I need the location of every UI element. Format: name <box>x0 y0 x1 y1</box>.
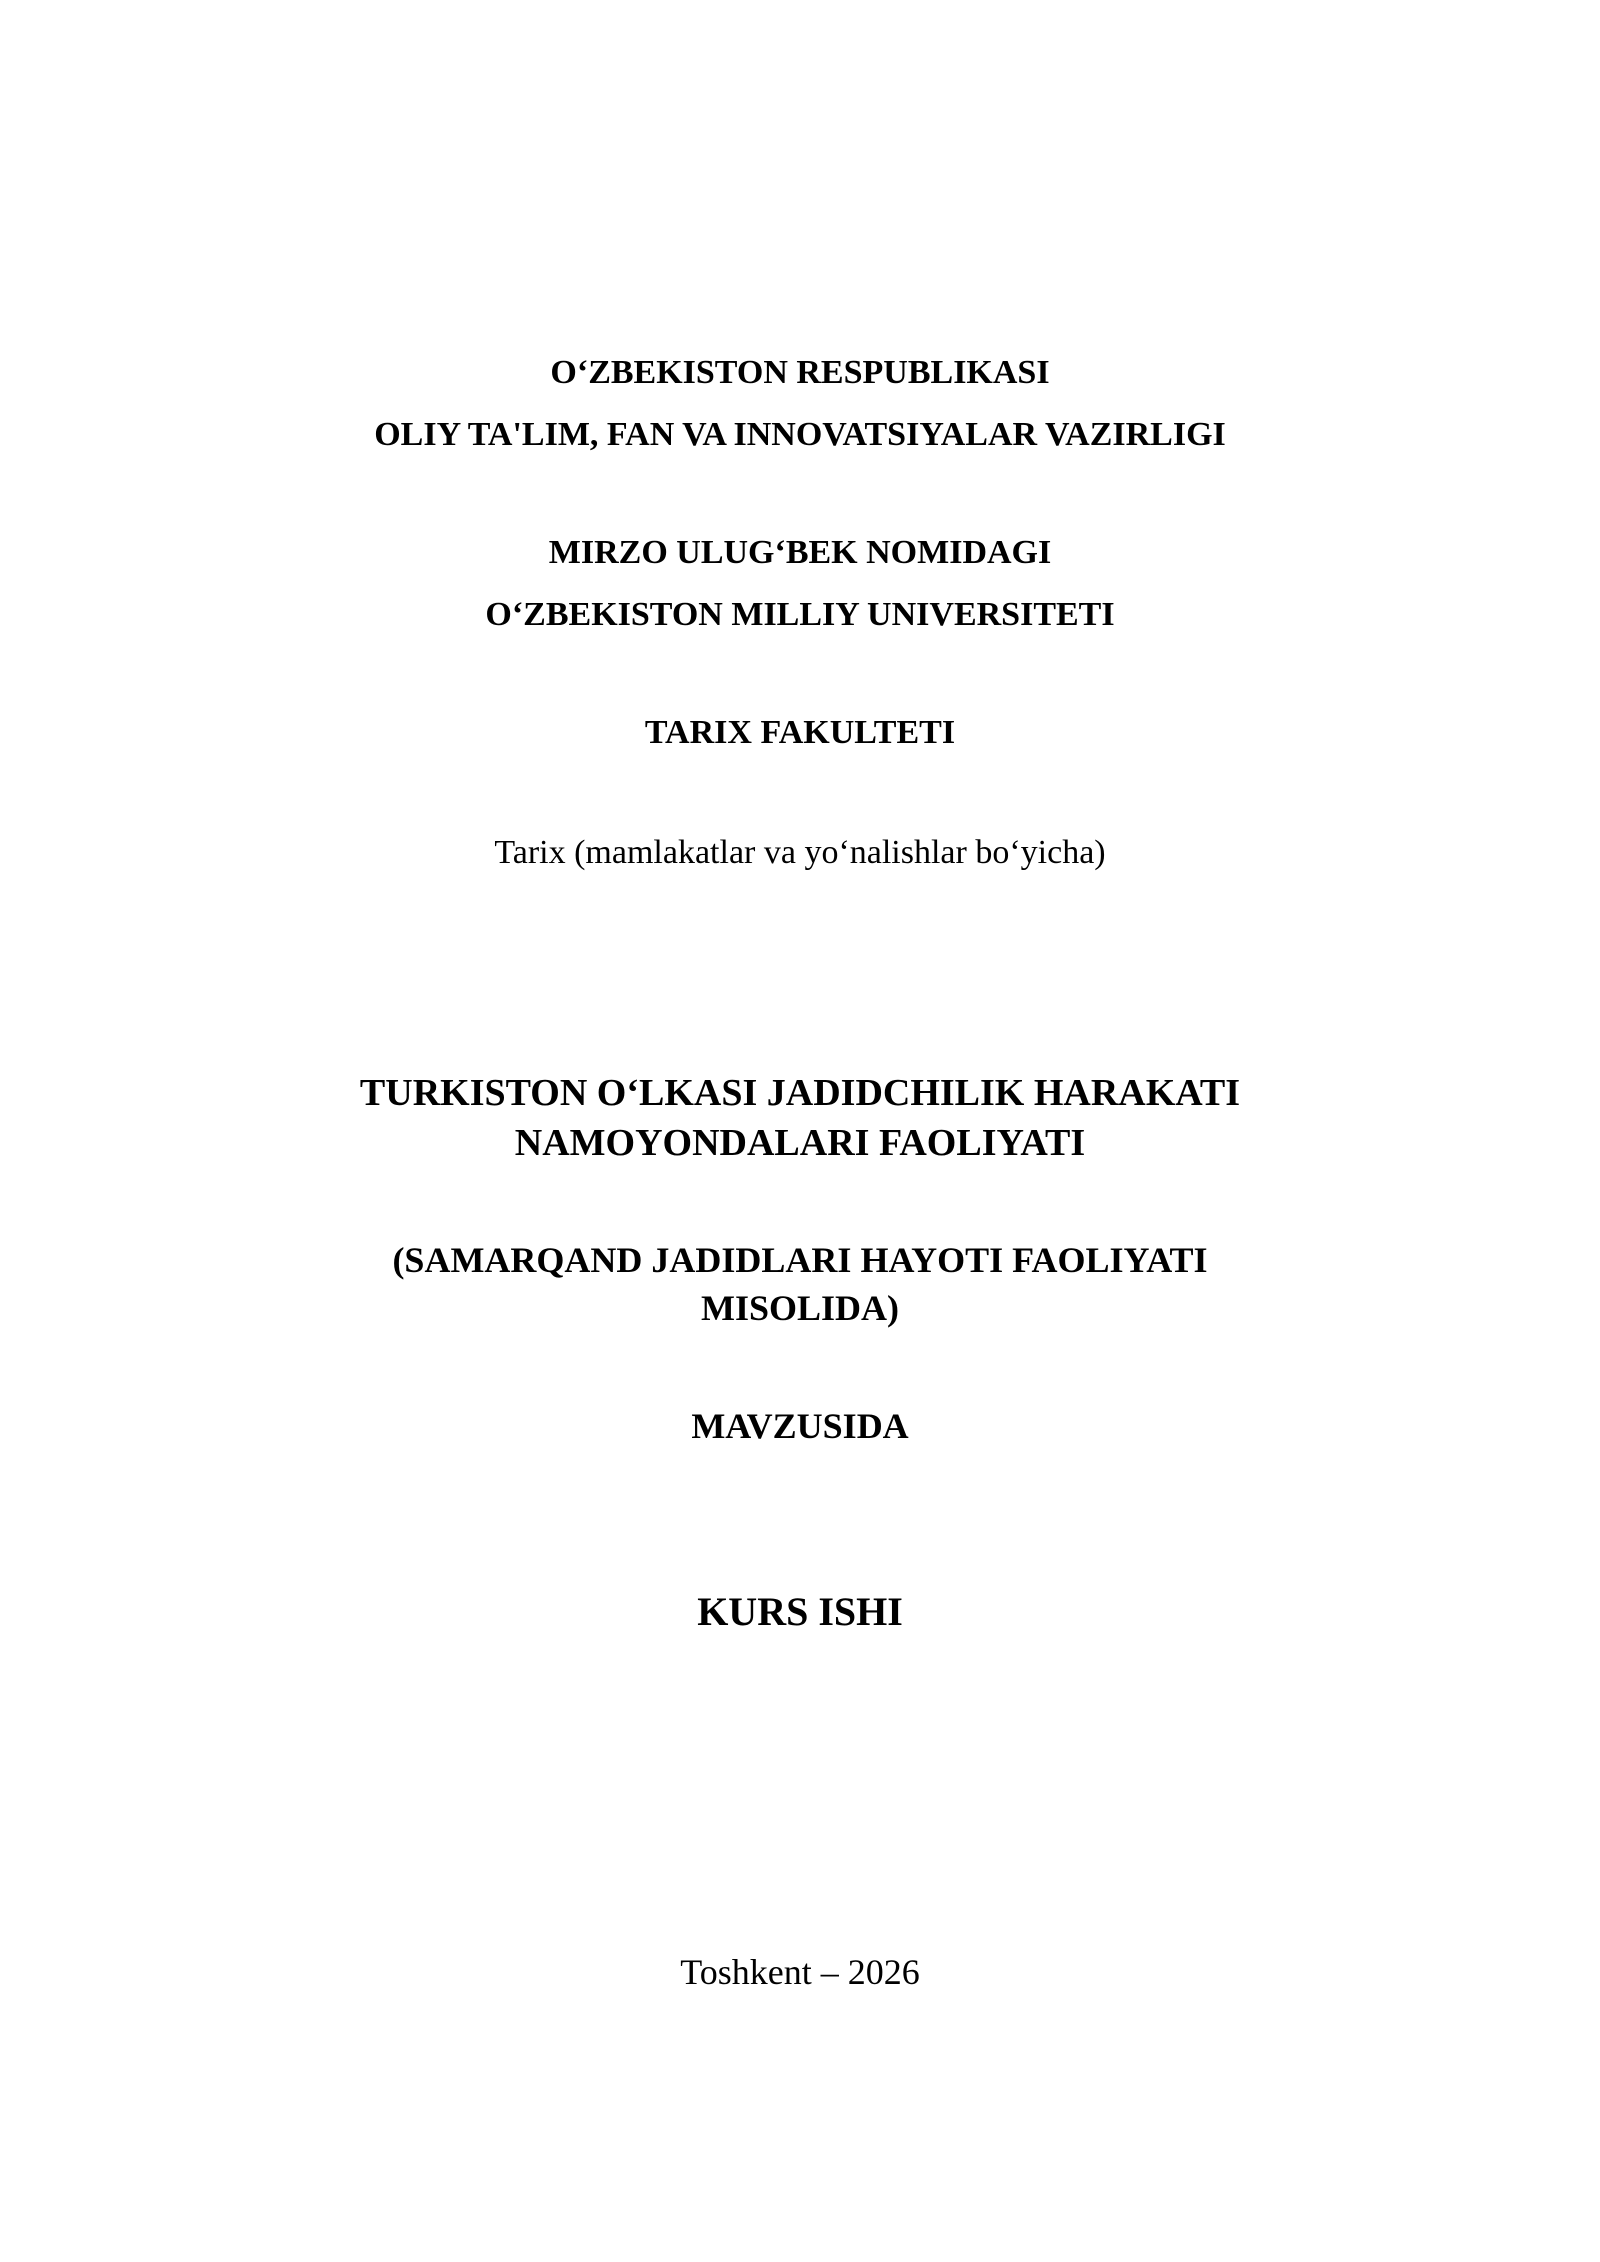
specialty: Tarix (mamlakatlar va yo‘nalishlar bo‘yicha) <box>494 834 1106 871</box>
university-name-line1: MIRZO ULUG‘BEK NOMIDAGI <box>548 534 1052 571</box>
ministry-name: OLIY TA'LIM, FAN VA INNOVATSIYALAR VAZIRLIGI <box>374 416 1226 453</box>
topic-title-line2: NAMOYONDALARI FAOLIYATI <box>514 1122 1086 1164</box>
subtopic-line1: (SAMARQAND JADIDLARI HAYOTI FAOLIYATI <box>392 1240 1208 1280</box>
country-name: O‘ZBEKISTON RESPUBLIKASI <box>550 354 1050 391</box>
place-year: Toshkent – 2026 <box>680 1952 920 1992</box>
subtopic-line2: MISOLIDA) <box>700 1288 900 1328</box>
faculty-name: TARIX FAKULTETI <box>644 714 956 751</box>
university-name-line2: O‘ZBEKISTON MILLIY UNIVERSITETI <box>485 596 1115 633</box>
work-type: KURS ISHI <box>697 1589 903 1634</box>
topic-title-line1: TURKISTON O‘LKASI JADIDCHILIK HARAKATI <box>359 1072 1241 1114</box>
topic-suffix: MAVZUSIDA <box>691 1406 909 1446</box>
